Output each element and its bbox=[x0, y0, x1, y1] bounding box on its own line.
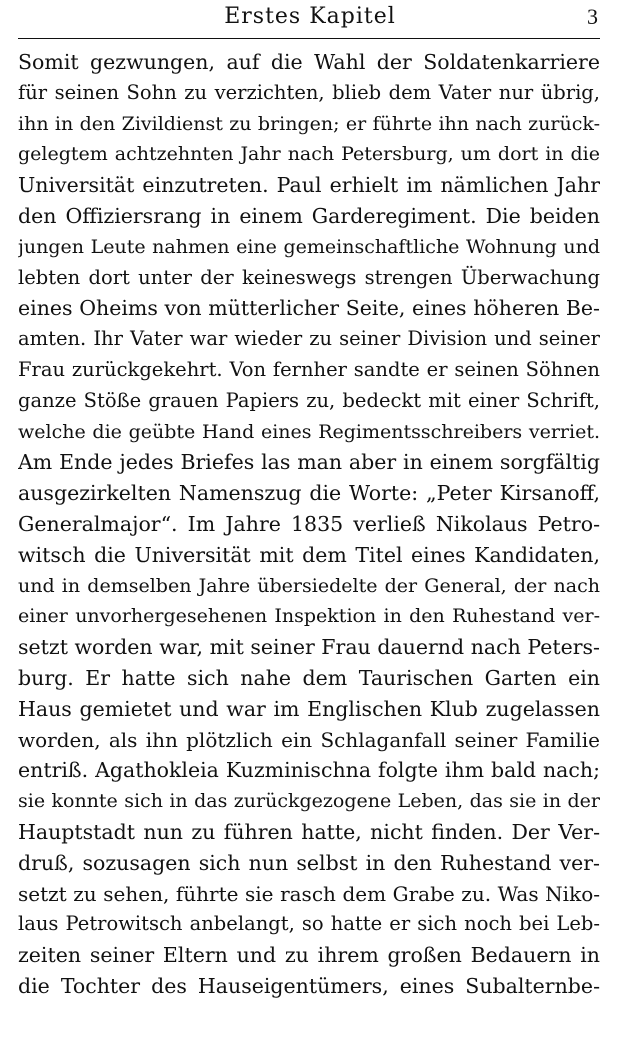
text-line: Hauptstadt nun zu führen hatte, nicht finden. Der Ver- bbox=[18, 819, 600, 844]
text-line: amten. Ihr Vater war wieder zu seiner Division und seiner bbox=[18, 327, 600, 351]
text-line: für seinen Sohn zu verzichten, blieb dem Vater nur übrig, bbox=[18, 80, 600, 104]
text-line: entriß. Agathokleia Kuzminischna folgte ihm bald nach; bbox=[18, 758, 600, 783]
text-line: setzt worden war, mit seiner Frau dauernd nach Peters- bbox=[18, 635, 600, 660]
text-line: sie konnte sich in das zurückgezogene Leben, das sie in der bbox=[18, 790, 600, 813]
page-number: 3 bbox=[587, 4, 598, 29]
text-line: burg. Er hatte sich nahe dem Taurischen Garten ein bbox=[18, 665, 600, 690]
body-text bbox=[18, 47, 600, 1002]
text-line: Generalmajor“. Im Jahre 1835 verließ Nikolaus Petro- bbox=[18, 511, 600, 536]
text-line: ihn in den Zivildienst zu bringen; er führte ihn nach zurück- bbox=[18, 112, 600, 135]
page-header bbox=[0, 0, 620, 42]
text-line: lebten dort unter der keineswegs strengen Überwachung bbox=[18, 265, 600, 289]
text-line: Am Ende jedes Briefes las man aber in einem sorgfältig bbox=[18, 450, 600, 475]
text-line: die Tochter des Hauseigentümers, eines Subalternbe- bbox=[18, 973, 600, 998]
text-line: jungen Leute nahmen eine gemeinschaftliche Wohnung und bbox=[18, 235, 600, 258]
text-line: witsch die Universität mit dem Titel eines Kandidaten, bbox=[18, 542, 600, 567]
text-line: zeiten seiner Eltern und zu ihrem großen Bedauern in bbox=[18, 943, 600, 968]
text-line: Universität einzutreten. Paul erhielt im nämlichen Jahr bbox=[18, 173, 600, 198]
text-line: und in demselben Jahre übersiedelte der General, der nach bbox=[18, 574, 600, 597]
text-line: Frau zurückgekehrt. Von fernher sandte er seinen Söhnen bbox=[18, 357, 600, 381]
text-line: gelegtem achtzehnten Jahr nach Petersburg, um dort in die bbox=[18, 143, 600, 166]
text-line: den Offiziersrang in einem Garderegiment. Die beiden bbox=[18, 203, 600, 228]
text-line: laus Petrowitsch anbelangt, so hatte er sich noch bei Leb- bbox=[18, 912, 600, 936]
text-line: ganze Stöße grauen Papiers zu, bedeckt mit einer Schrift, bbox=[18, 388, 600, 412]
text-line: Haus gemietet und war im Englischen Klub zugelassen bbox=[18, 696, 600, 721]
text-line: worden, als ihn plötzlich ein Schlaganfall seiner Familie bbox=[18, 727, 600, 752]
text-line: ausgezirkelten Namenszug die Worte: „Peter Kirsanoff, bbox=[18, 481, 600, 506]
header-rule bbox=[18, 38, 600, 39]
running-title: Erstes Kapitel bbox=[224, 4, 396, 29]
text-line: Somit gezwungen, auf die Wahl der Soldatenkarriere bbox=[18, 50, 600, 74]
text-line: eines Oheims von mütterlicher Seite, eines höheren Be- bbox=[18, 296, 600, 321]
text-line: setzt zu sehen, führte sie rasch dem Grabe zu. Was Niko- bbox=[18, 881, 600, 906]
text-line: druß, sozusagen sich nun selbst in den Ruhestand ver- bbox=[18, 850, 600, 875]
text-line: welche die geübte Hand eines Regimentsschreibers verriet. bbox=[18, 420, 600, 443]
text-line: einer unvorhergesehenen Inspektion in den Ruhestand ver- bbox=[18, 605, 600, 628]
